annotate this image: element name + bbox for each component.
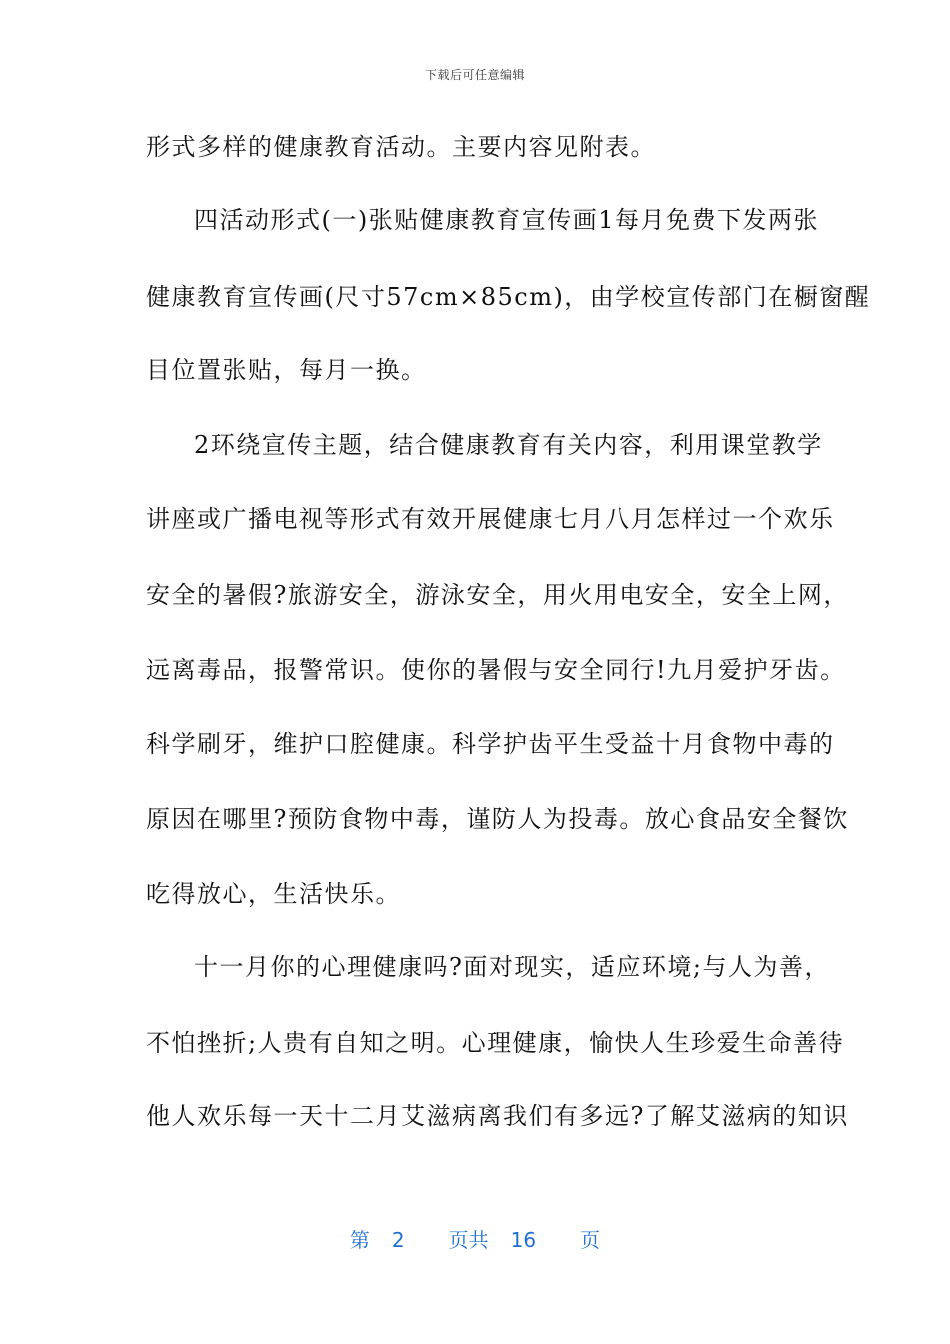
body-line: 原因在哪里?预防食物中毒，谨防人为投毒。放心食品安全餐饮 bbox=[146, 805, 849, 833]
header-note: 下载后可任意编辑 bbox=[424, 68, 525, 82]
footer-total-pages: 16 bbox=[510, 1228, 537, 1252]
body-line: 四活动形式(一)张贴健康教育宣传画1每月免费下发两张 bbox=[194, 206, 819, 234]
body-line: 不怕挫折;人贵有自知之明。心理健康，愉快人生珍爱生命善待 bbox=[146, 1029, 845, 1057]
body-line: 远离毒品，报警常识。使你的暑假与安全同行!九月爱护牙齿。 bbox=[146, 656, 846, 684]
footer-suffix: 页 bbox=[580, 1228, 601, 1252]
footer-prefix: 第 bbox=[349, 1228, 370, 1252]
body-line: 目位置张贴，每月一换。 bbox=[146, 356, 427, 384]
body-line: 安全的暑假?旅游安全，游泳安全，用火用电安全，安全上网， bbox=[146, 581, 849, 609]
body-line: 讲座或广播电视等形式有效开展健康七月八月怎样过一个欢乐 bbox=[146, 505, 835, 533]
footer-page-number: 2 bbox=[391, 1228, 405, 1252]
body-line: 他人欢乐每一天十二月艾滋病离我们有多远?了解艾滋病的知识 bbox=[146, 1102, 849, 1130]
page-footer bbox=[0, 1224, 950, 1253]
body-line: 十一月你的心理健康吗?面对现实，适应环境;与人为善， bbox=[194, 953, 830, 981]
body-line: 科学刷牙，维护口腔健康。科学护齿平生受益十月食物中毒的 bbox=[146, 730, 835, 758]
body-line: 2环绕宣传主题，结合健康教育有关内容，利用课堂教学 bbox=[194, 431, 823, 459]
body-line: 吃得放心，生活快乐。 bbox=[146, 880, 401, 908]
body-line: 形式多样的健康教育活动。主要内容见附表。 bbox=[146, 133, 656, 161]
body-line: 健康教育宣传画(尺寸57cm×85cm)，由学校宣传部门在橱窗醒 bbox=[146, 283, 871, 311]
footer-middle: 页共 bbox=[448, 1228, 489, 1252]
